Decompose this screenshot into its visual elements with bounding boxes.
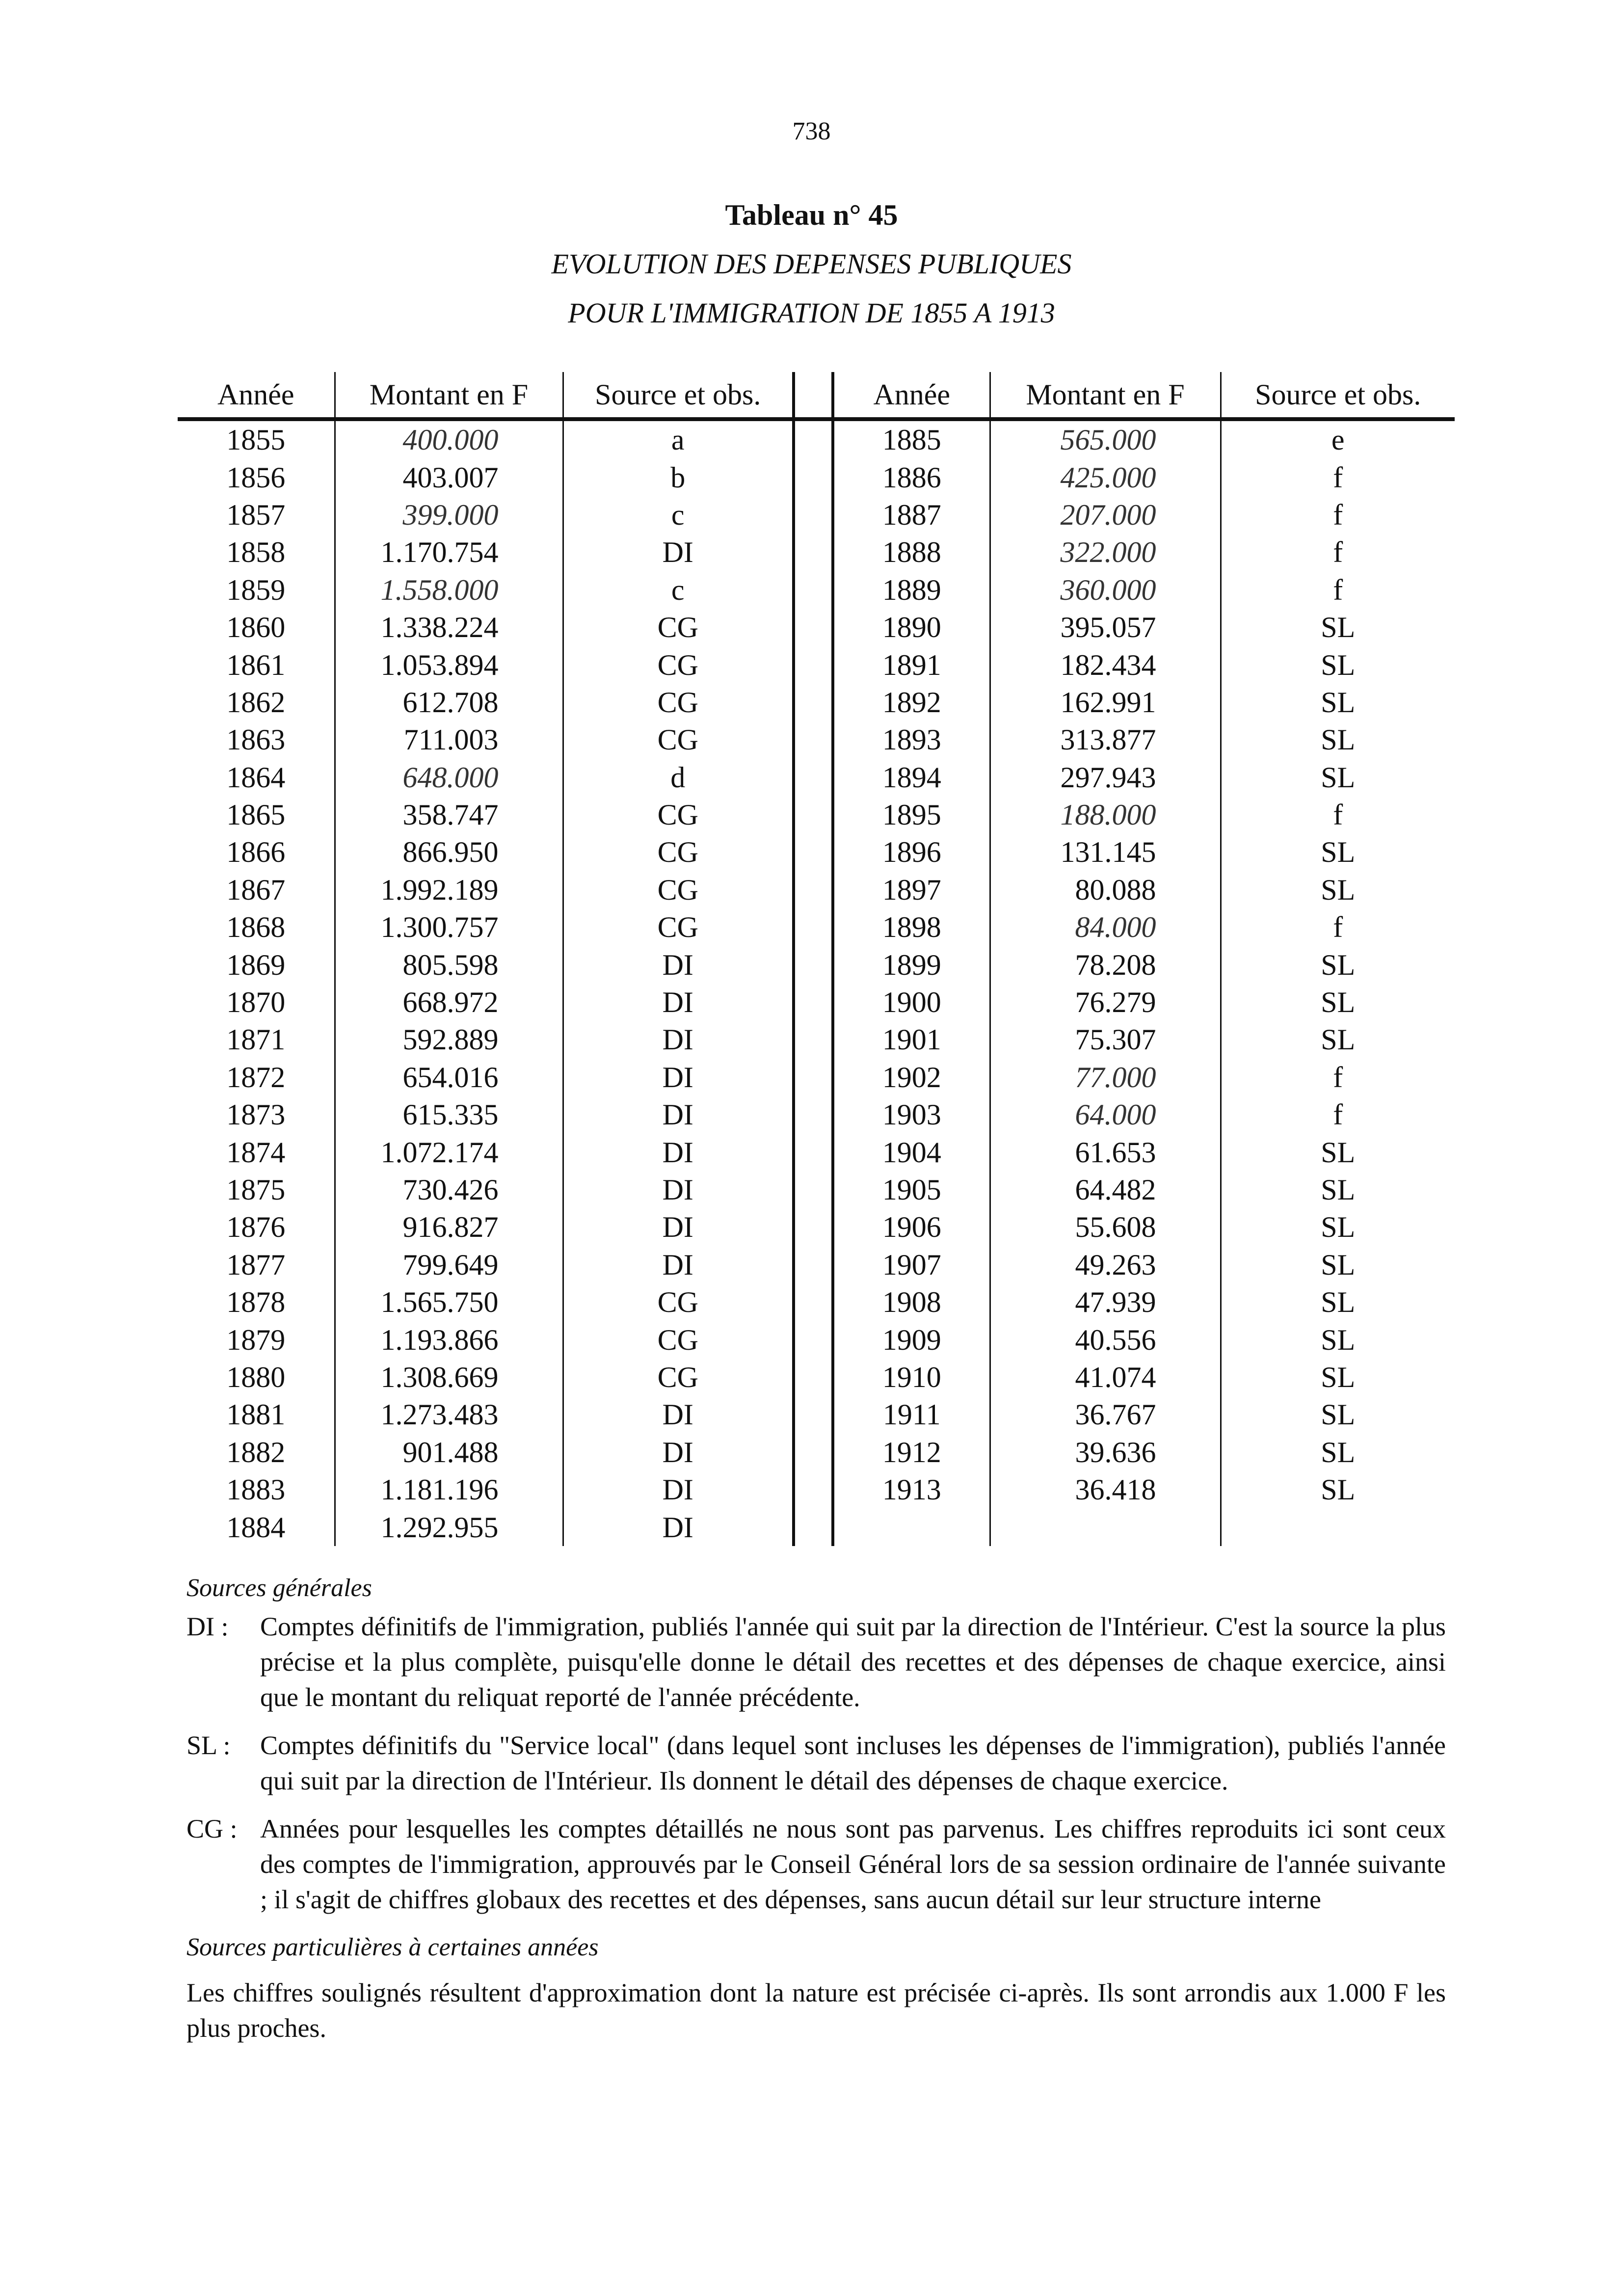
- amount-cell: 75.307: [990, 1021, 1221, 1058]
- header-year-right: Année: [833, 372, 990, 419]
- year-cell: 1883: [226, 1473, 286, 1506]
- amount-cell: 400.000: [335, 419, 563, 458]
- year-cell: 1910: [882, 1361, 941, 1393]
- year-cell: 1891: [882, 648, 941, 681]
- header-source-left: Source et obs.: [563, 372, 794, 419]
- source-cell: c: [563, 571, 794, 609]
- year-cell: 1876: [226, 1211, 286, 1244]
- amount-cell: 80.088: [990, 871, 1221, 908]
- source-cell: b: [563, 458, 794, 496]
- source-cell: a: [563, 419, 794, 458]
- column-separator: [794, 984, 833, 1021]
- source-cell: SL: [1221, 1396, 1455, 1433]
- amount-cell: 730.426: [335, 1171, 563, 1208]
- year-cell: 1871: [226, 1023, 286, 1056]
- amount-cell: 182.434: [990, 646, 1221, 683]
- amount-cell: 399.000: [335, 496, 563, 534]
- rounding-note: Les chiffres soulignés résultent d'approximation dont la nature est précisée ci-après. Ils sont arrondis aux 1.000 F les plus proches.: [186, 1978, 1446, 2043]
- source-cell: CG: [563, 609, 794, 646]
- source-cell: SL: [1221, 1208, 1455, 1246]
- source-cell: d: [563, 759, 794, 796]
- source-cell: DI: [563, 1059, 794, 1096]
- table-row: [178, 571, 1455, 609]
- column-separator: [794, 1208, 833, 1246]
- source-cell: SL: [1221, 721, 1455, 758]
- column-separator: [794, 419, 833, 458]
- source-cell: f: [1221, 496, 1455, 534]
- table-row: [178, 1021, 1455, 1058]
- source-cell: SL: [1221, 1434, 1455, 1471]
- header-source-right: Source et obs.: [1221, 372, 1455, 419]
- header-year-left: Année: [178, 372, 335, 419]
- year-cell: 1872: [226, 1061, 286, 1094]
- note-entry-sl: [186, 1728, 1446, 1798]
- amount-cell: 395.057: [990, 609, 1221, 646]
- amount-cell: 84.000: [990, 908, 1221, 946]
- source-cell: SL: [1221, 1021, 1455, 1058]
- amount-cell: 77.000: [990, 1059, 1221, 1096]
- table-row: [178, 609, 1455, 646]
- amount-cell: 78.208: [990, 946, 1221, 983]
- column-separator: [794, 571, 833, 609]
- amount-cell: 1.181.196: [335, 1471, 563, 1508]
- source-cell: DI: [563, 1434, 794, 1471]
- table-row: [178, 871, 1455, 908]
- year-cell: 1861: [226, 648, 286, 681]
- source-cell: SL: [1221, 1246, 1455, 1283]
- year-cell: 1894: [882, 761, 941, 794]
- amount-cell: 36.767: [990, 1396, 1221, 1433]
- note-label: CG :: [186, 1814, 238, 1843]
- source-cell: f: [1221, 534, 1455, 571]
- amount-cell: 1.292.955: [335, 1508, 563, 1546]
- column-separator: [794, 609, 833, 646]
- amount-cell: 41.074: [990, 1359, 1221, 1396]
- year-cell: 1866: [226, 836, 286, 869]
- general-sources-heading: Sources générales: [186, 1574, 372, 1602]
- source-cell: DI: [563, 1021, 794, 1058]
- column-separator: [794, 1133, 833, 1171]
- amount-cell: 916.827: [335, 1208, 563, 1246]
- amount-cell: 131.145: [990, 833, 1221, 871]
- year-cell: 1877: [226, 1248, 286, 1281]
- source-cell: CG: [563, 871, 794, 908]
- table-row: [178, 1283, 1455, 1321]
- amount-cell: 615.335: [335, 1096, 563, 1133]
- year-cell: 1909: [882, 1323, 941, 1356]
- year-cell: 1868: [226, 911, 286, 944]
- amount-cell: 1.193.866: [335, 1321, 563, 1358]
- header-amount-right: Montant en F: [990, 372, 1221, 419]
- source-cell: DI: [563, 534, 794, 571]
- year-cell: 1857: [226, 498, 286, 531]
- source-cell: CG: [563, 684, 794, 721]
- column-separator: [794, 1321, 833, 1358]
- year-cell: 1863: [226, 723, 286, 756]
- column-separator: [794, 946, 833, 983]
- amount-cell: 1.565.750: [335, 1283, 563, 1321]
- year-cell: 1859: [226, 573, 286, 606]
- amount-cell: 162.991: [990, 684, 1221, 721]
- table-row: [178, 984, 1455, 1021]
- source-cell: SL: [1221, 1321, 1455, 1358]
- source-cell: f: [1221, 1059, 1455, 1096]
- column-separator: [794, 646, 833, 683]
- source-cell: SL: [1221, 759, 1455, 796]
- source-cell: e: [1221, 419, 1455, 458]
- amount-cell: 55.608: [990, 1208, 1221, 1246]
- year-cell: 1905: [882, 1174, 941, 1206]
- table-row: [178, 1434, 1455, 1471]
- source-cell: DI: [563, 1396, 794, 1433]
- year-cell: 1870: [226, 986, 286, 1019]
- source-cell: CG: [563, 721, 794, 758]
- amount-cell: 711.003: [335, 721, 563, 758]
- source-cell: SL: [1221, 1171, 1455, 1208]
- year-cell: 1903: [882, 1098, 941, 1131]
- year-cell: 1865: [226, 799, 286, 831]
- table-number: Tableau n° 45: [725, 199, 898, 231]
- column-separator: [794, 833, 833, 871]
- table-row: [178, 1171, 1455, 1208]
- source-cell: SL: [1221, 609, 1455, 646]
- source-cell: SL: [1221, 1471, 1455, 1508]
- year-cell: [833, 1508, 990, 1546]
- year-cell: 1887: [882, 498, 941, 531]
- amount-cell: 1.308.669: [335, 1359, 563, 1396]
- table-row: [178, 833, 1455, 871]
- year-cell: 1906: [882, 1211, 941, 1244]
- table-row: [178, 646, 1455, 683]
- year-cell: 1890: [882, 611, 941, 644]
- column-separator: [794, 1059, 833, 1096]
- year-cell: 1888: [882, 536, 941, 569]
- year-cell: 1875: [226, 1174, 286, 1206]
- amount-cell: 1.170.754: [335, 534, 563, 571]
- year-cell: 1904: [882, 1136, 941, 1169]
- amount-cell: 49.263: [990, 1246, 1221, 1283]
- amount-cell: 360.000: [990, 571, 1221, 609]
- column-separator: [794, 1434, 833, 1471]
- column-separator: [794, 1471, 833, 1508]
- column-separator: [794, 1396, 833, 1433]
- year-cell: 1900: [882, 986, 941, 1019]
- source-cell: SL: [1221, 1133, 1455, 1171]
- amount-cell: 297.943: [990, 759, 1221, 796]
- amount-cell: 47.939: [990, 1283, 1221, 1321]
- amount-cell: 648.000: [335, 759, 563, 796]
- page-number: 738: [792, 117, 831, 145]
- amount-cell: 565.000: [990, 419, 1221, 458]
- year-cell: 1885: [882, 424, 941, 456]
- source-cell: SL: [1221, 1359, 1455, 1396]
- column-separator: [794, 1021, 833, 1058]
- year-cell: 1874: [226, 1136, 286, 1169]
- note-text: Années pour lesquelles les comptes détaillés ne nous sont pas parvenus. Les chiffres reproduits ici sont ceux des comptes de l'immigration, approuvés par le Conseil Général lors de sa session ordinaire de l'année suivante ; il s'agit de chiffres globaux des recettes et des dépenses, sans aucun détail sur leur structure interne: [260, 1814, 1446, 1914]
- table-row: [178, 1096, 1455, 1133]
- table-row: [178, 721, 1455, 758]
- source-cell: SL: [1221, 646, 1455, 683]
- source-cell: f: [1221, 1096, 1455, 1133]
- amount-cell: 1.338.224: [335, 609, 563, 646]
- source-cell: SL: [1221, 871, 1455, 908]
- year-cell: 1864: [226, 761, 286, 794]
- amount-cell: 425.000: [990, 458, 1221, 496]
- amount-cell: 1.992.189: [335, 871, 563, 908]
- table-row: [178, 1321, 1455, 1358]
- amount-cell: 403.007: [335, 458, 563, 496]
- table-body: [178, 419, 1455, 1546]
- year-cell: 1879: [226, 1323, 286, 1356]
- year-cell: 1897: [882, 873, 941, 906]
- amount-cell: 592.889: [335, 1021, 563, 1058]
- year-cell: 1893: [882, 723, 941, 756]
- amount-cell: 358.747: [335, 796, 563, 833]
- amount-cell: 64.482: [990, 1171, 1221, 1208]
- table-row: [178, 1396, 1455, 1433]
- year-cell: 1860: [226, 611, 286, 644]
- amount-cell: 207.000: [990, 496, 1221, 534]
- source-cell: f: [1221, 458, 1455, 496]
- amount-cell: 76.279: [990, 984, 1221, 1021]
- year-cell: 1913: [882, 1473, 941, 1506]
- amount-cell: 1.300.757: [335, 908, 563, 946]
- year-cell: 1892: [882, 686, 941, 719]
- column-separator: [794, 534, 833, 571]
- source-cell: SL: [1221, 833, 1455, 871]
- year-cell: 1902: [882, 1061, 941, 1094]
- source-cell: CG: [563, 908, 794, 946]
- note-label: DI :: [186, 1612, 229, 1641]
- table-title: [0, 190, 1623, 338]
- source-cell: f: [1221, 796, 1455, 833]
- column-separator: [794, 721, 833, 758]
- source-cell: DI: [563, 1133, 794, 1171]
- column-separator: [794, 871, 833, 908]
- year-cell: 1886: [882, 461, 941, 494]
- year-cell: 1898: [882, 911, 941, 944]
- table-row: [178, 1471, 1455, 1508]
- source-cell: CG: [563, 1359, 794, 1396]
- amount-cell: 901.488: [335, 1434, 563, 1471]
- source-cell: SL: [1221, 984, 1455, 1021]
- table-row: [178, 1508, 1455, 1546]
- source-cell: DI: [563, 1508, 794, 1546]
- amount-cell: 1.558.000: [335, 571, 563, 609]
- source-cell: CG: [563, 646, 794, 683]
- amount-cell: 36.418: [990, 1471, 1221, 1508]
- year-cell: 1912: [882, 1436, 941, 1468]
- year-cell: 1899: [882, 948, 941, 981]
- source-cell: [1221, 1508, 1455, 1546]
- column-separator: [794, 372, 833, 419]
- column-separator: [794, 796, 833, 833]
- year-cell: 1867: [226, 873, 286, 906]
- source-cell: DI: [563, 1171, 794, 1208]
- year-cell: 1880: [226, 1361, 286, 1393]
- year-cell: 1882: [226, 1436, 286, 1468]
- source-cell: CG: [563, 833, 794, 871]
- amount-cell: [990, 1508, 1221, 1546]
- column-separator: [794, 496, 833, 534]
- column-separator: [794, 759, 833, 796]
- column-separator: [794, 1171, 833, 1208]
- source-cell: DI: [563, 1208, 794, 1246]
- table-row: [178, 759, 1455, 796]
- amount-cell: 612.708: [335, 684, 563, 721]
- source-cell: CG: [563, 1283, 794, 1321]
- year-cell: 1873: [226, 1098, 286, 1131]
- year-cell: 1869: [226, 948, 286, 981]
- amount-cell: 668.972: [335, 984, 563, 1021]
- table-row: [178, 1059, 1455, 1096]
- amount-cell: 805.598: [335, 946, 563, 983]
- table-header-row: [178, 372, 1455, 419]
- table-title-line-2: POUR L'IMMIGRATION DE 1855 A 1913: [568, 297, 1055, 329]
- source-cell: DI: [563, 984, 794, 1021]
- column-separator: [794, 1096, 833, 1133]
- amount-cell: 61.653: [990, 1133, 1221, 1171]
- year-cell: 1862: [226, 686, 286, 719]
- amount-cell: 654.016: [335, 1059, 563, 1096]
- amount-cell: 322.000: [990, 534, 1221, 571]
- source-cell: DI: [563, 1246, 794, 1283]
- amount-cell: 1.273.483: [335, 1396, 563, 1433]
- expenditure-table: [178, 372, 1455, 1546]
- column-separator: [794, 684, 833, 721]
- source-cell: f: [1221, 908, 1455, 946]
- source-cell: DI: [563, 1471, 794, 1508]
- note-text: Comptes définitifs de l'immigration, publiés l'année qui suit par la direction de l'Intérieur. C'est la source la plus précise et la plus complète, puisqu'elle donne le détail des recettes et des dépenses de chaque exercice, ainsi que le montant du reliquat reporté de l'année précédente.: [260, 1612, 1446, 1712]
- year-cell: 1895: [882, 799, 941, 831]
- source-cell: DI: [563, 946, 794, 983]
- particular-sources-heading: Sources particulières à certaines années: [186, 1933, 599, 1961]
- column-separator: [794, 1246, 833, 1283]
- year-cell: 1889: [882, 573, 941, 606]
- year-cell: 1901: [882, 1023, 941, 1056]
- header-amount-left: Montant en F: [335, 372, 563, 419]
- source-cell: f: [1221, 571, 1455, 609]
- source-cell: SL: [1221, 1283, 1455, 1321]
- source-cell: SL: [1221, 946, 1455, 983]
- amount-cell: 39.636: [990, 1434, 1221, 1471]
- year-cell: 1908: [882, 1286, 941, 1319]
- column-separator: [794, 458, 833, 496]
- year-cell: 1907: [882, 1248, 941, 1281]
- column-separator: [794, 1359, 833, 1396]
- table-row: [178, 1359, 1455, 1396]
- year-cell: 1911: [882, 1398, 941, 1431]
- column-separator: [794, 908, 833, 946]
- amount-cell: 64.000: [990, 1096, 1221, 1133]
- table-title-line-1: EVOLUTION DES DEPENSES PUBLIQUES: [551, 248, 1072, 280]
- amount-cell: 799.649: [335, 1246, 563, 1283]
- year-cell: 1896: [882, 836, 941, 869]
- table-row: [178, 534, 1455, 571]
- year-cell: 1881: [226, 1398, 286, 1431]
- table-row: [178, 1208, 1455, 1246]
- amount-cell: 866.950: [335, 833, 563, 871]
- table-row: [178, 684, 1455, 721]
- year-cell: 1884: [226, 1511, 286, 1544]
- source-cell: SL: [1221, 684, 1455, 721]
- amount-cell: 1.053.894: [335, 646, 563, 683]
- table-row: [178, 1246, 1455, 1283]
- amount-cell: 188.000: [990, 796, 1221, 833]
- table-row: [178, 496, 1455, 534]
- table-row: [178, 796, 1455, 833]
- amount-cell: 313.877: [990, 721, 1221, 758]
- column-separator: [794, 1508, 833, 1546]
- table-row: [178, 419, 1455, 458]
- amount-cell: 1.072.174: [335, 1133, 563, 1171]
- year-cell: 1878: [226, 1286, 286, 1319]
- table-row: [178, 458, 1455, 496]
- note-entry-cg: [186, 1811, 1446, 1917]
- notes-section: [186, 1571, 1446, 2046]
- source-cell: CG: [563, 1321, 794, 1358]
- source-cell: DI: [563, 1096, 794, 1133]
- year-cell: 1858: [226, 536, 286, 569]
- source-cell: CG: [563, 796, 794, 833]
- year-cell: 1855: [226, 424, 286, 456]
- table-row: [178, 908, 1455, 946]
- table-row: [178, 946, 1455, 983]
- note-entry-di: [186, 1609, 1446, 1715]
- note-text: Comptes définitifs du "Service local" (dans lequel sont incluses les dépenses de l'immigration), publiés l'année qui suit par la direction de l'Intérieur. Ils donnent le détail des dépenses de chaque exercice.: [260, 1731, 1446, 1795]
- note-label: SL :: [186, 1731, 231, 1760]
- column-separator: [794, 1283, 833, 1321]
- table-row: [178, 1133, 1455, 1171]
- source-cell: c: [563, 496, 794, 534]
- year-cell: 1856: [226, 461, 286, 494]
- amount-cell: 40.556: [990, 1321, 1221, 1358]
